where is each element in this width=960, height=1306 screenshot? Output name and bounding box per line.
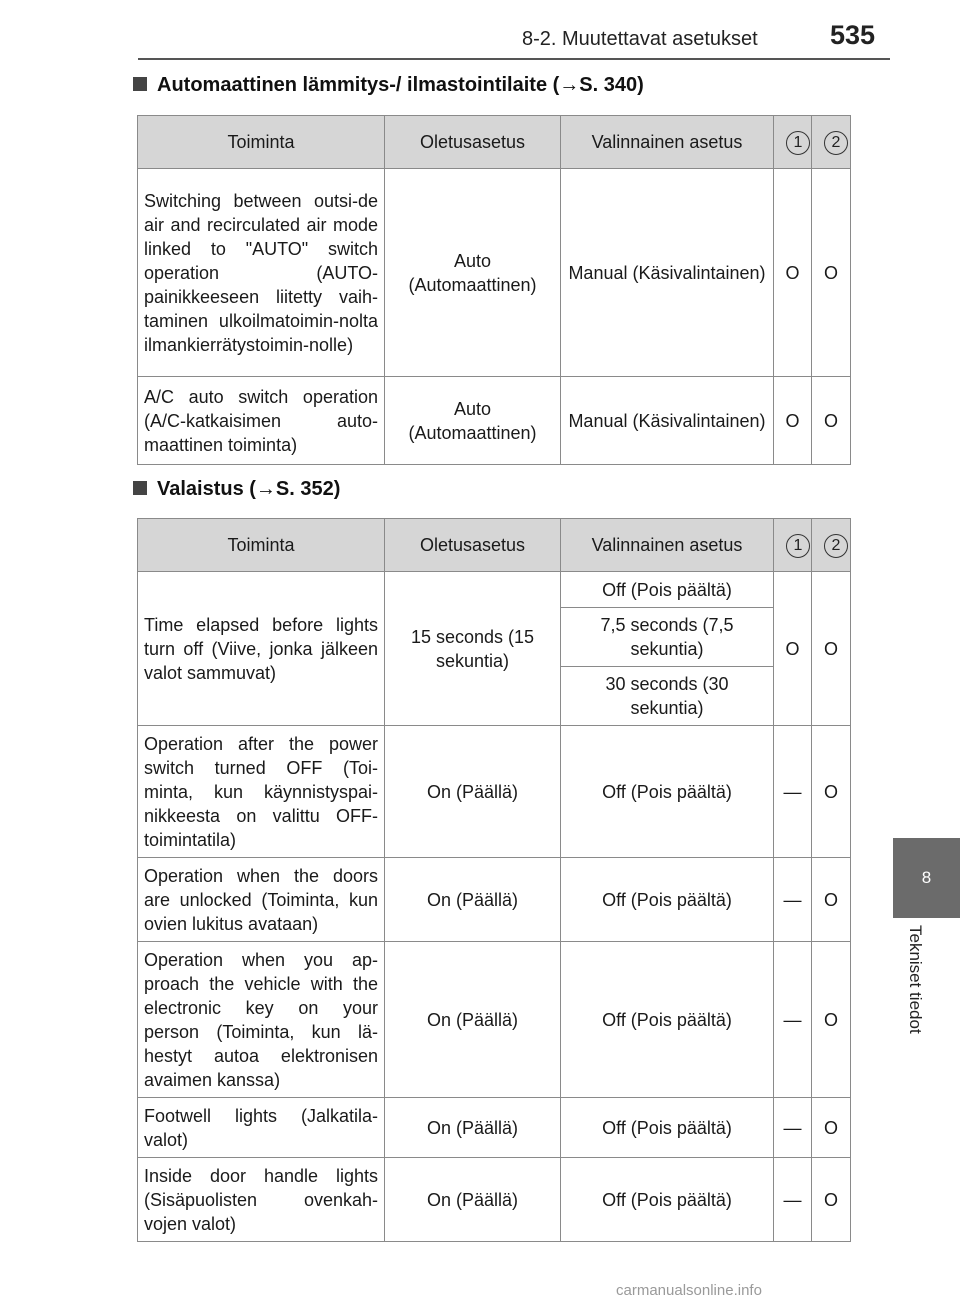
column-header (774, 519, 812, 572)
chapter-title: Tekniset tiedot (906, 925, 925, 1034)
mark-cell: O (812, 169, 851, 377)
circled-number-icon: 2 (824, 131, 848, 155)
option-cell: Off (Pois päältä) (561, 858, 774, 942)
option-cell: Off (Pois päältä) (561, 1158, 774, 1242)
mark-cell: — (774, 1158, 812, 1242)
mark-cell: — (774, 858, 812, 942)
section-heading-text: Valaistus (→S. 352) (157, 478, 341, 500)
circled-number-icon: 2 (824, 534, 848, 558)
square-bullet-icon (133, 77, 147, 91)
table-header-row (138, 116, 851, 169)
table-row (138, 1158, 851, 1242)
chapter-number: 8 (921, 868, 932, 887)
table-row (138, 858, 851, 942)
square-bullet-icon (133, 481, 147, 495)
column-header: Valinnainen asetus (561, 519, 774, 572)
mark-cell: O (774, 572, 812, 726)
mark-cell: — (774, 942, 812, 1098)
section-heading-lighting (133, 478, 340, 501)
mark-cell: O (774, 377, 812, 465)
mark-cell: — (774, 1098, 812, 1158)
function-cell: Operation when the doors are unlocked (Toiminta, kun ovien lukitus avataan) (138, 858, 385, 942)
header-divider (138, 58, 890, 60)
function-cell: A/C auto switch operation (A/C-katkaisimen auto-maattinen toiminta) (138, 377, 385, 465)
table-row (138, 942, 851, 1098)
column-header: Oletusasetus (385, 116, 561, 169)
mark-cell: O (812, 1158, 851, 1242)
table-header-row (138, 519, 851, 572)
default-cell: Auto (Automaattinen) (385, 377, 561, 465)
column-header: Valinnainen asetus (561, 116, 774, 169)
chapter-tab[interactable] (893, 838, 960, 918)
mark-cell: O (774, 169, 812, 377)
default-cell: On (Päällä) (385, 726, 561, 858)
mark-cell: O (812, 858, 851, 942)
section-title: 8-2. Muutettavat asetukset (522, 28, 758, 50)
table-row (138, 169, 851, 377)
option-cell: Off (Pois päältä) (561, 942, 774, 1098)
option-cell: 30 seconds (30 sekuntia) (561, 667, 774, 726)
mark-cell: O (812, 1098, 851, 1158)
default-cell: 15 seconds (15 sekuntia) (385, 572, 561, 726)
column-header (812, 519, 851, 572)
circled-number-icon: 1 (786, 534, 810, 558)
table-row (138, 572, 851, 608)
default-cell: On (Päällä) (385, 942, 561, 1098)
default-cell: On (Päällä) (385, 1098, 561, 1158)
option-cell: Off (Pois päältä) (561, 1098, 774, 1158)
mark-cell: O (812, 726, 851, 858)
option-cell: 7,5 seconds (7,5 sekuntia) (561, 608, 774, 667)
function-cell: Inside door handle lights (Sisäpuolisten ovenkah-vojen valot) (138, 1158, 385, 1242)
section-heading-text: Automaattinen lämmitys-/ ilmastointilaite (→S. 340) (157, 74, 644, 96)
default-cell: Auto (Automaattinen) (385, 169, 561, 377)
table-row (138, 377, 851, 465)
function-cell: Switching between outsi-de air and recirculated air mode linked to "AUTO" switch operation (AUTO-painikkeeseen liitetty vaih-taminen ulkoilmatoimin-nolta ilmankierrätystoimin-nolle) (138, 169, 385, 377)
column-header: Toiminta (138, 116, 385, 169)
option-cell: Manual (Käsivalintainen) (561, 377, 774, 465)
default-cell: On (Päällä) (385, 1158, 561, 1242)
mark-cell: O (812, 942, 851, 1098)
mark-cell: O (812, 572, 851, 726)
column-header (812, 116, 851, 169)
lighting-settings-table (137, 518, 851, 1242)
column-header: Toiminta (138, 519, 385, 572)
mark-cell: — (774, 726, 812, 858)
option-cell: Off (Pois päältä) (561, 572, 774, 608)
option-cell: Off (Pois päältä) (561, 726, 774, 858)
function-cell: Footwell lights (Jalkatila-valot) (138, 1098, 385, 1158)
column-header (774, 116, 812, 169)
page-number: 535 (830, 20, 876, 50)
function-cell: Time elapsed before lights turn off (Viive, jonka jälkeen valot sammuvat) (138, 572, 385, 726)
mark-cell: O (812, 377, 851, 465)
circled-number-icon: 1 (786, 131, 810, 155)
function-cell: Operation after the power switch turned OFF (Toi-minta, kun käynnistyspai-nikkeesta on valittu OFF-toimintatila) (138, 726, 385, 858)
climate-settings-table (137, 115, 851, 465)
watermark: carmanualsonline.info (616, 1282, 762, 1299)
table-row (138, 726, 851, 858)
function-cell: Operation when you ap-proach the vehicle with the electronic key on your person (Toiminta, kun lä-hestyt autoa elektronisen avaimen kanssa) (138, 942, 385, 1098)
table-row (138, 1098, 851, 1158)
option-cell: Manual (Käsivalintainen) (561, 169, 774, 377)
section-heading-climate (133, 74, 644, 97)
column-header: Oletusasetus (385, 519, 561, 572)
default-cell: On (Päällä) (385, 858, 561, 942)
